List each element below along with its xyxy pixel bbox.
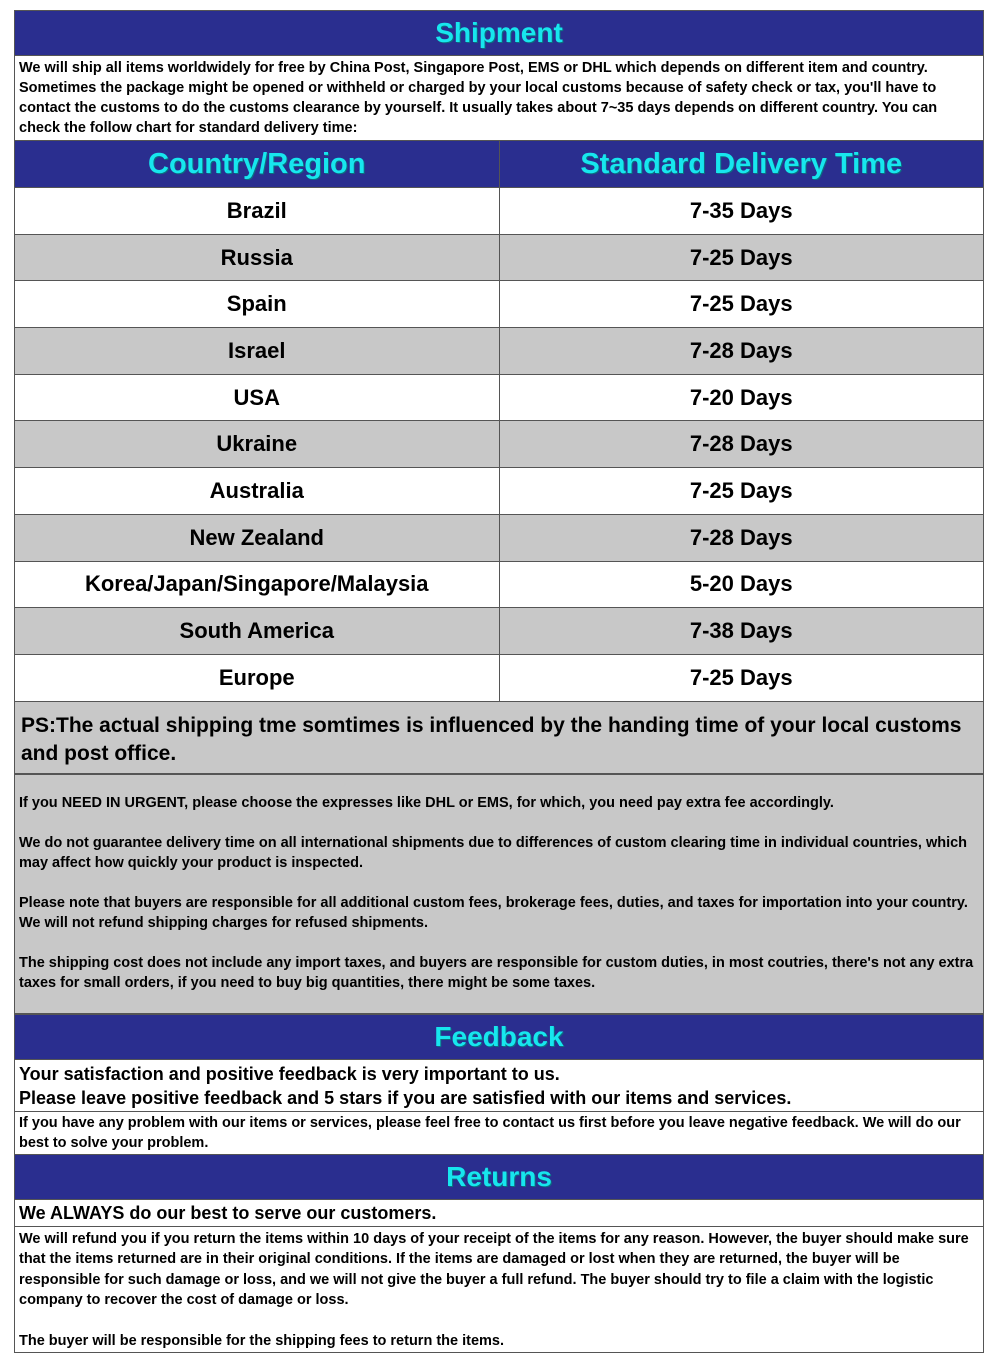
- delivery-time-cell: 7-20 Days: [499, 374, 984, 421]
- country-cell: USA: [15, 374, 500, 421]
- table-header-row: [15, 141, 984, 188]
- shipment-heading: Shipment: [14, 10, 984, 56]
- note-custom-fees: Please note that buyers are responsible for all additional custom fees, brokerage fees, duties, and taxes for importation into your country. We will not refund shipping charges for refused shipments.: [19, 894, 968, 931]
- table-row: [15, 281, 984, 328]
- country-cell: Australia: [15, 468, 500, 515]
- returns-shipping-fees: The buyer will be responsible for the shipping fees to return the items.: [19, 1332, 505, 1349]
- country-cell: Israel: [15, 328, 500, 375]
- table-row: [15, 608, 984, 655]
- delivery-time-cell: 7-38 Days: [499, 608, 984, 655]
- feedback-sub: If you have any problem with our items or services, please feel free to contact us first before you leave negative feedback. We will do our best to solve your problem.: [14, 1112, 984, 1154]
- returns-heading: Returns: [14, 1154, 984, 1200]
- returns-main: We ALWAYS do our best to serve our customers.: [14, 1200, 984, 1227]
- country-cell: Korea/Japan/Singapore/Malaysia: [15, 561, 500, 608]
- country-cell: Russia: [15, 234, 500, 281]
- note-import-taxes: The shipping cost does not include any import taxes, and buyers are responsible for custom duties, in most coutries, there's not any extra taxes for small orders, if you need to buy big quantities, there might be some taxes.: [19, 954, 974, 991]
- table-row: [15, 514, 984, 561]
- country-cell: Brazil: [15, 188, 500, 235]
- shipment-intro: We will ship all items worldwidely for free by China Post, Singapore Post, EMS or DHL which depends on different item and country. Sometimes the package might be opened or withheld or charged by your local customs because of safety check or tax, you'll have to contact the customs to do the customs clearance by yourself. It usually takes about 7~35 days depends on different country. You can check the follow chart for standard delivery time:: [14, 56, 984, 140]
- shipping-notes: [14, 774, 984, 1014]
- feedback-heading: Feedback: [14, 1014, 984, 1060]
- country-cell: South America: [15, 608, 500, 655]
- policy-page: [14, 10, 984, 1353]
- table-row: [15, 374, 984, 421]
- table-row: [15, 468, 984, 515]
- delivery-time-cell: 5-20 Days: [499, 561, 984, 608]
- delivery-time-cell: 7-28 Days: [499, 514, 984, 561]
- table-row: [15, 234, 984, 281]
- header-country-region: Country/Region: [15, 141, 500, 188]
- delivery-time-cell: 7-28 Days: [499, 421, 984, 468]
- country-cell: Europe: [15, 654, 500, 701]
- country-cell: Ukraine: [15, 421, 500, 468]
- delivery-time-cell: 7-28 Days: [499, 328, 984, 375]
- feedback-main: [14, 1060, 984, 1112]
- delivery-time-cell: 7-35 Days: [499, 188, 984, 235]
- country-cell: New Zealand: [15, 514, 500, 561]
- delivery-time-cell: 7-25 Days: [499, 468, 984, 515]
- ps-note: PS:The actual shipping tme somtimes is influenced by the handing time of your local customs and post office.: [14, 702, 984, 774]
- returns-details: [14, 1227, 984, 1353]
- table-row: [15, 561, 984, 608]
- feedback-line-2: Please leave positive feedback and 5 stars if you are satisfied with our items and services.: [19, 1087, 792, 1108]
- delivery-time-cell: 7-25 Days: [499, 281, 984, 328]
- returns-refund-policy: We will refund you if you return the items within 10 days of your receipt of the items for any reason. However, the buyer should make sure that the items returned are in their original conditions. If the items are damaged or lost when they are returned, the buyer will be responsible for such damage or loss, and we will not give the buyer a full refund. The buyer should try to file a claim with the logistic company to recover the cost of damage or loss.: [19, 1230, 969, 1309]
- feedback-line-1: Your satisfaction and positive feedback is very important to us.: [19, 1063, 560, 1084]
- table-row: [15, 421, 984, 468]
- header-standard-delivery-time: Standard Delivery Time: [499, 141, 984, 188]
- delivery-time-table: [14, 140, 984, 702]
- table-row: [15, 654, 984, 701]
- country-cell: Spain: [15, 281, 500, 328]
- table-row: [15, 328, 984, 375]
- note-urgent: If you NEED IN URGENT, please choose the expresses like DHL or EMS, for which, you need pay extra fee accordingly.: [19, 794, 834, 811]
- note-guarantee: We do not guarantee delivery time on all international shipments due to differences of custom clearing time in individual countries, which may affect how quickly your product is inspected.: [19, 834, 968, 871]
- delivery-time-cell: 7-25 Days: [499, 654, 984, 701]
- delivery-time-cell: 7-25 Days: [499, 234, 984, 281]
- table-row: [15, 188, 984, 235]
